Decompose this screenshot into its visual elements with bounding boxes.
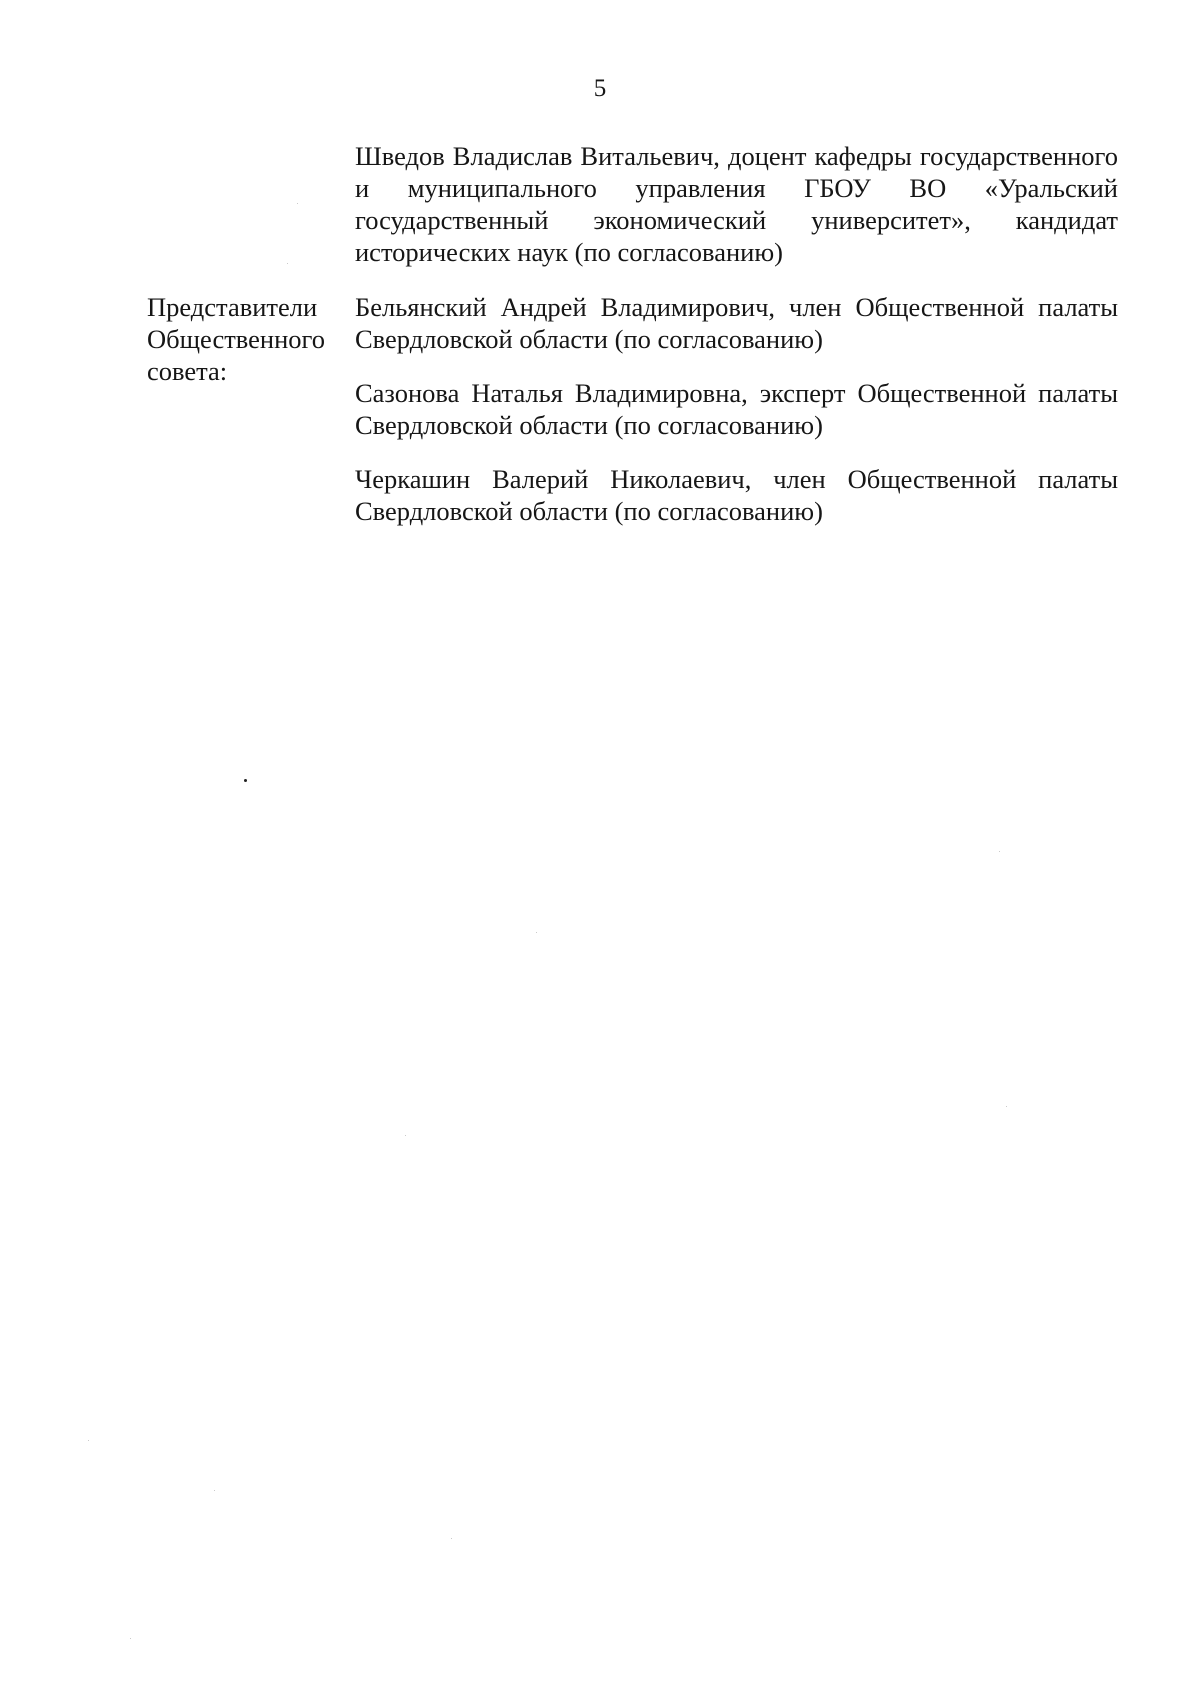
group-label-line: совета: [147,356,228,386]
scan-speck [244,779,247,782]
scan-speck [88,1440,89,1441]
scan-speck [536,932,537,933]
group-label [147,291,342,387]
group-label-line: Общественного [147,324,325,354]
group-label-line: Представители [147,292,318,322]
scan-speck [214,1490,215,1491]
scan-speck [287,263,288,264]
scan-speck [297,203,298,204]
scan-speck [130,1638,131,1639]
scan-speck [451,1538,452,1539]
member-entry-cherkashin: Черкашин Валерий Николаевич, член Общественной палаты Свердловской области (по согласованию) [355,464,1118,526]
member-entry-belyansky: Бельянский Андрей Владимирович, член Общественной палаты Свердловской области (по согласованию) [355,292,1118,354]
member-entry-shvedov: Шведов Владислав Витальевич, доцент кафедры государственного и муниципального управления ГБОУ ВО «Уральский государственный экономический университет», кандидат исторических наук (по согласованию) [355,141,1118,267]
scan-speck [999,851,1000,852]
scan-speck [1006,1106,1007,1107]
page-number: 5 [593,75,607,102]
scan-speck [405,1135,406,1136]
member-entry-sazonova: Сазонова Наталья Владимировна, эксперт Общественной палаты Свердловской области (по согласованию) [355,378,1118,440]
